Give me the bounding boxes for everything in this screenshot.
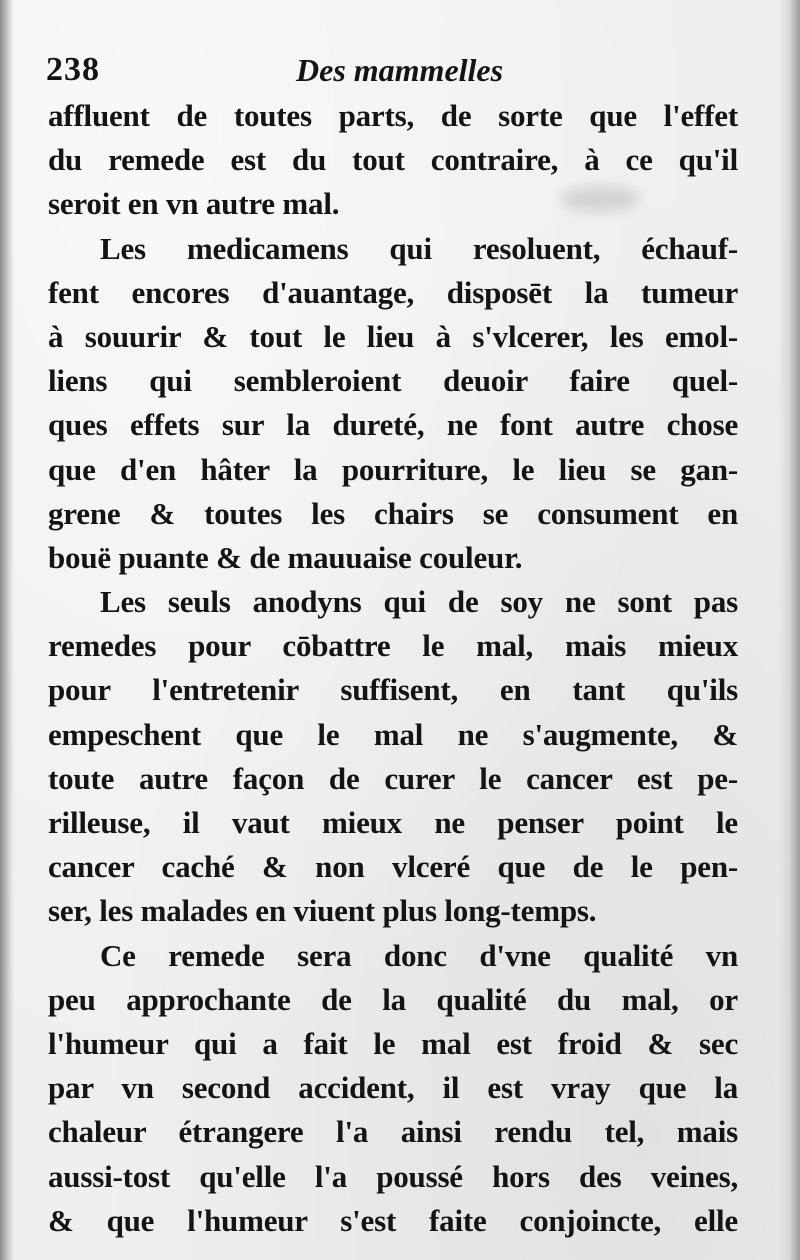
- text-line: empeschent que le mal ne s'augmente, &: [48, 716, 738, 752]
- text-line: Les medicamens qui resoluent, échauf-: [100, 230, 738, 266]
- text-line: Ce remede sera donc d'vne qualité vn: [100, 937, 738, 973]
- text-line: ques effets sur la dureté, ne font autre chose: [48, 407, 738, 443]
- text-line: l'humeur qui a fait le mal est froid & sec: [48, 1025, 738, 1061]
- text-line: du remede est du tout contraire, à ce qu'il: [48, 142, 738, 178]
- text-line: fent encores d'auantage, disposēt la tumeur: [48, 274, 738, 310]
- page-header: [46, 48, 736, 92]
- text-line: remedes pour cōbattre le mal, mais mieux: [48, 628, 738, 664]
- body-text: [48, 94, 738, 1243]
- text-line: liens qui sembleroient deuoir faire quel-: [48, 363, 738, 399]
- page-number: 238: [46, 51, 100, 88]
- text-line: ser, les malades en viuent plus long-temps.: [48, 893, 597, 929]
- text-line: par vn second accident, il est vray que la: [48, 1070, 738, 1106]
- text-line: rilleuse, il vaut mieux ne penser point le: [48, 805, 738, 840]
- text-line: pour l'entretenir suffisent, en tant qu'ils: [48, 672, 738, 708]
- text-line: que d'en hâter la pourriture, le lieu se gan-: [48, 451, 738, 487]
- text-line: affluent de toutes parts, de sorte que l'effet: [48, 98, 738, 133]
- text-line: chaleur étrangere l'a ainsi rendu tel, mais: [48, 1114, 738, 1150]
- page-edge-shadow: [778, 0, 800, 1260]
- text-line: toute autre façon de curer le cancer est pe-: [48, 760, 738, 796]
- text-line: à souurir & tout le lieu à s'vlcerer, les emol-: [48, 318, 738, 354]
- text-line: grene & toutes les chairs se consument en: [48, 495, 738, 531]
- text-line: & que l'humeur s'est faite conjoincte, elle: [48, 1202, 738, 1238]
- running-title: Des mammelles: [296, 52, 504, 88]
- page-gutter-shadow: [0, 0, 14, 1260]
- text-line: aussi-tost qu'elle l'a poussé hors des veines,: [48, 1158, 738, 1194]
- text-line: cancer caché & non vlceré que de le pen-: [48, 849, 738, 885]
- text-line: seroit en vn autre mal.: [48, 186, 340, 222]
- text-line: Les seuls anodyns qui de soy ne sont pas: [100, 584, 738, 620]
- text-line: bouë puante & de mauuaise couleur.: [48, 539, 523, 575]
- text-line: peu approchante de la qualité du mal, or: [48, 981, 738, 1017]
